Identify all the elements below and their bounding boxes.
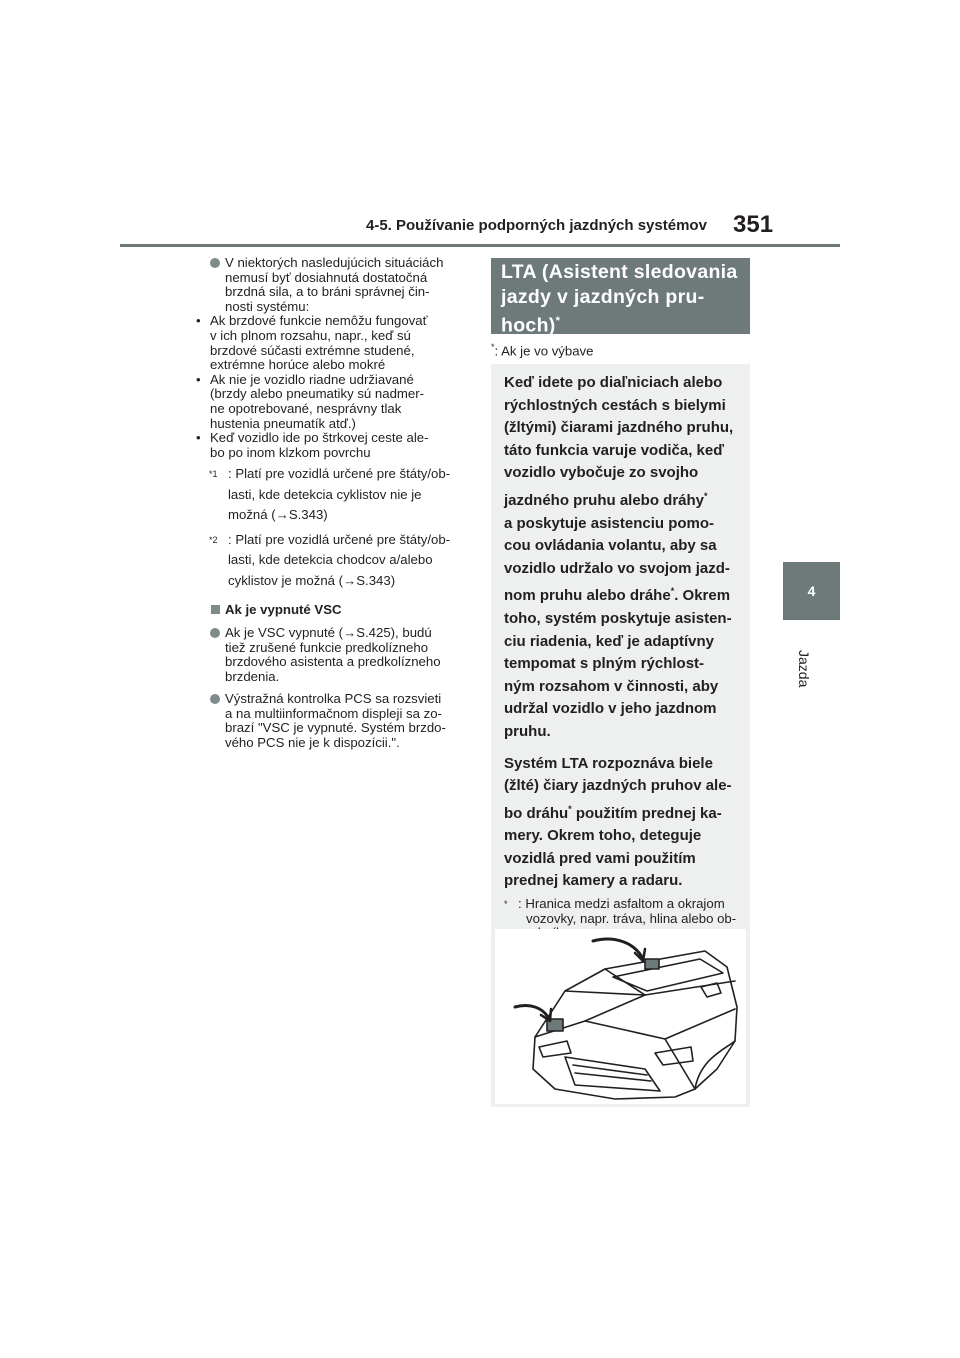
footnote-1 [209, 464, 468, 526]
text-line: : Platí pre vozidlá určené pre štáty/ob- [228, 531, 451, 547]
title-line: LTA (Asistent sledovania [501, 261, 738, 283]
sub-bullet-mark: • [196, 430, 201, 446]
square-bullet-icon [211, 605, 220, 614]
text-line: brzdové súčasti extrémne studené, [210, 342, 415, 358]
text-line: lasti, kde detekcia cyklistov nie je [228, 486, 422, 502]
bullet-dot-icon [210, 628, 220, 638]
bullet-dot-icon [210, 258, 220, 268]
text-line: bo po inom klzkom povrchu [210, 444, 371, 460]
description-paragraph: Keď idete po diaľniciach alebo rýchlostných cestách s bielymi (žltými) čiarami jazdného pruhu, táto funkcia varuje vodiča, keď vozidlo vybočuje zo svojho jazdného pruhu alebo dráhy* a poskytuje asistenciu pomo- cou ovládania volantu, aby sa vozidlo udržalo vo svojom jazd- nom pruhu alebo dráhe*. Okrem toho, systém poskytuje asisten- ciu riadenia, keď je adaptívny tempomat s plným rýchlost- ným rozsahom v činnosti, aby udržal vozidlo v jeho jazdnom pruhu. [504, 374, 734, 740]
description-box [491, 364, 750, 1107]
sub-bullet-mark: • [196, 371, 201, 387]
text-line: vého PCS nie je k dispozícii.". [225, 735, 400, 751]
text-line: Ak brzdové funkcie nemôžu fungovať [210, 313, 428, 329]
title-line: hoch)* [501, 314, 561, 337]
header-rule [120, 244, 840, 247]
title-line: jazdy v jazdných pru- [501, 285, 705, 308]
page-number: 351 [733, 211, 774, 238]
sub-item [195, 373, 468, 431]
lta-title-box [491, 258, 750, 337]
text-line: možná (→S.343) [228, 507, 328, 523]
sub-bullet-mark: • [196, 313, 201, 329]
bullet-item [210, 256, 468, 314]
text-line: : Platí pre vozidlá určené pre štáty/ob- [228, 466, 451, 482]
text-line: nosti systému: [225, 298, 310, 314]
text-line: tiež zrušené funkcie predkolízneho [225, 639, 429, 655]
text-line: cyklistov je možná (→S.343) [228, 572, 396, 588]
text-line: nemusí byť dosiahnutá dostatočná [225, 269, 428, 285]
text-line: extrémne horúce alebo mokré [210, 357, 386, 373]
vehicle-illustration [495, 929, 746, 1104]
box-footnote: * : Hranica medzi asfaltom a okrajom vozovky, napr. tráva, hlina alebo ob- [504, 896, 737, 926]
chapter-label: Jazda [796, 650, 812, 688]
chapter-number: 4 [807, 583, 816, 599]
text-line: hustenia pneumatík atď.) [210, 415, 356, 431]
description-paragraph: Systém LTA rozpoznáva biele (žlté) čiary jazdných pruhov ale- bo dráhu* použitím prednej ka- mery. Okrem toho, deteguje vozidlá pred vami použitím prednej kamery a radaru. [504, 754, 732, 890]
chapter-tab[interactable] [783, 562, 840, 620]
text-line: ne opotrebované, nesprávny tlak [210, 400, 402, 416]
text-line: v ich plnom rozsahu, napr., keď sú [210, 327, 411, 343]
bullet-item [210, 692, 468, 750]
text-line: Ak nie je vozidlo riadne udržiavané [210, 371, 414, 387]
footnote-mark: *2 [209, 534, 218, 545]
footnote-2 [209, 530, 468, 592]
text-line: V niektorých nasledujúcich situáciách [225, 255, 444, 270]
text-line: brzdenia. [225, 668, 280, 684]
text-line: brzdná sila, a to bráni správnej čin- [225, 284, 430, 300]
text-line: a na multiinformačnom displeji sa zo- [225, 705, 442, 721]
car-camera-radar-icon [495, 929, 746, 1104]
bullet-dot-icon [210, 694, 220, 704]
text-line: Výstražná kontrolka PCS sa rozsvieti [225, 691, 442, 707]
left-column [196, 255, 468, 751]
sub-item [195, 431, 468, 460]
equipment-note: *: Ak je vo výbave [491, 342, 594, 359]
section-title: 4-5. Používanie podporných jazdných systémov [366, 217, 707, 234]
footnote-mark: * [504, 899, 508, 910]
text-line: brazí "VSC je vypnuté. Systém brzdo- [225, 720, 446, 736]
text-line: lasti, kde detekcia chodcov a/alebo [228, 552, 433, 568]
text-line: brzdového asistenta a predkolízneho [225, 654, 441, 670]
text-line: (brzdy alebo pneumatiky sú nadmer- [210, 386, 425, 402]
bullet-item [210, 626, 468, 684]
section-heading: Ak je vypnuté VSC [210, 603, 468, 618]
sub-item [195, 314, 468, 372]
footnote-mark: *1 [209, 469, 218, 480]
text-line: Keď vozidlo ide po štrkovej ceste ale- [210, 430, 429, 446]
text-line: Ak je VSC vypnuté (→S.425), budú [225, 624, 432, 640]
